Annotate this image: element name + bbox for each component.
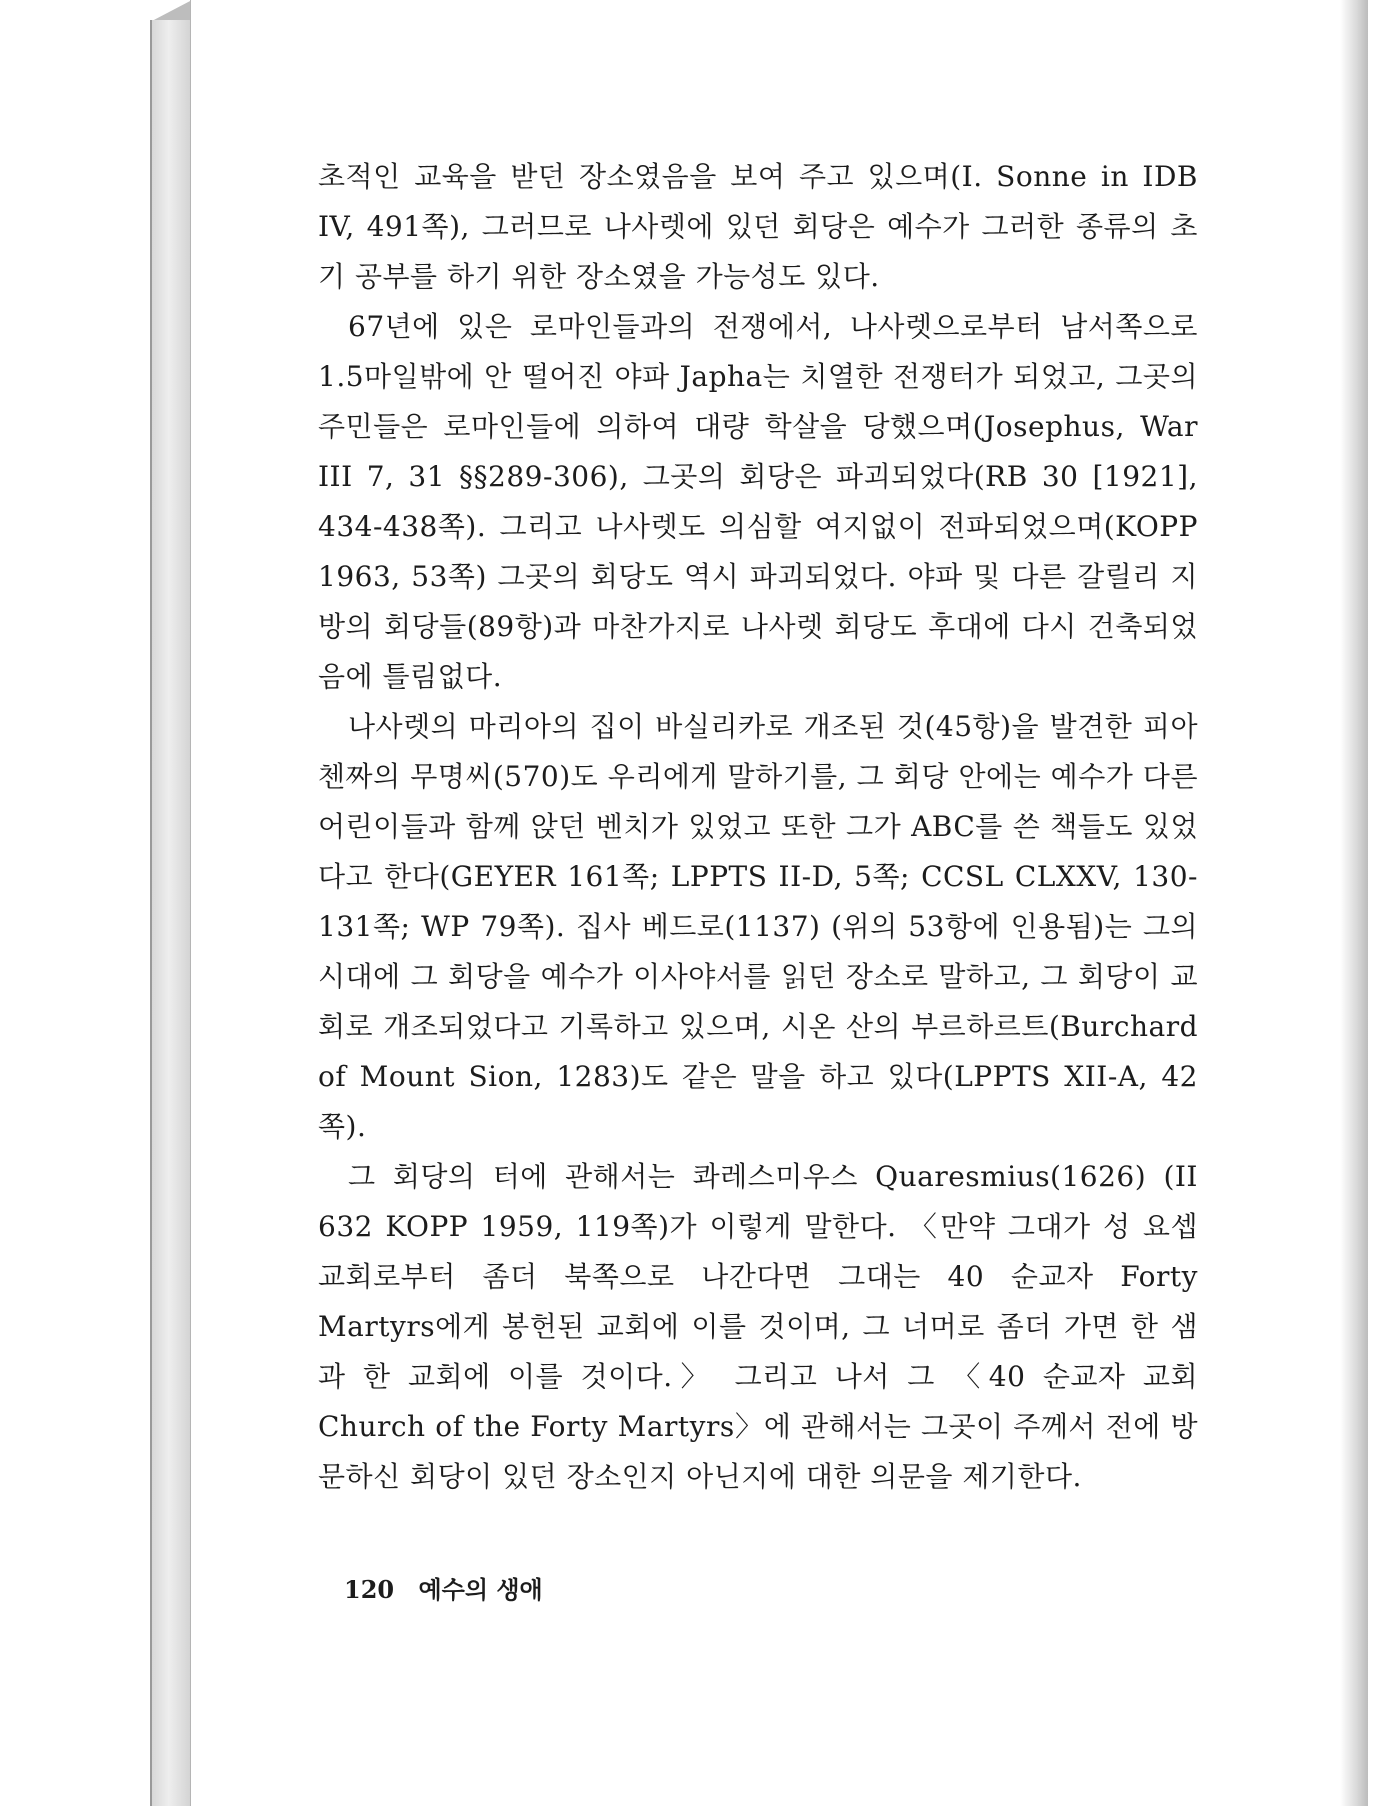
book-edge-top	[150, 0, 192, 22]
page-right-shadow	[1340, 0, 1368, 1806]
paragraph-3: 나사렛의 마리아의 집이 바실리카로 개조된 것(45항)을 발견한 피아첸짜의 무명씨(570)도 우리에게 말하기를, 그 회당 안에는 예수가 다른 어린이들과 함께 앉던 벤치가 있었고 또한 그가 ABC를 쓴 책들도 있었다고 한다(GEYER 161쪽; LPPTS II-D, 5쪽; CCSL CLXXV, 130-131쪽; WP 79쪽). 집사 베드로(1137) (위의 53항에 인용됨)는 그의 시대에 그 회당을 예수가 이사야서를 읽던 장소로 말하고, 그 회당이 교회로 개조되었다고 기록하고 있으며, 시온 산의 부르하르트(Burchard of Mount Sion, 1283)도 같은 말을 하고 있다(LPPTS XII-A, 42쪽).	[318, 710, 1198, 1143]
page-number: 120	[344, 1575, 395, 1604]
body-text	[318, 152, 1198, 1502]
running-title: 예수의 생애	[418, 1575, 543, 1604]
paragraph-1: 초적인 교육을 받던 장소였음을 보여 주고 있으며(I. Sonne in IDB IV, 491쪽), 그러므로 나사렛에 있던 회당은 예수가 그러한 종류의 초기 공부를 하기 위한 장소였을 가능성도 있다.	[318, 160, 1198, 293]
page-footer	[344, 1570, 543, 1605]
paragraph-2: 67년에 있은 로마인들과의 전쟁에서, 나사렛으로부터 남서쪽으로 1.5마일밖에 안 떨어진 야파 Japha는 치열한 전쟁터가 되었고, 그곳의 주민들은 로마인들에 의하여 대량 학살을 당했으며(Josephus, War III 7, 31 §§289-306), 그곳의 회당은 파괴되었다(RB 30 [1921], 434-438쪽). 그리고 나사렛도 의심할 여지없이 전파되었으며(KOPP 1963, 53쪽) 그곳의 회당도 역시 파괴되었다. 야파 및 다른 갈릴리 지방의 회당들(89항)과 마찬가지로 나사렛 회당도 후대에 다시 건축되었음에 틀림없다.	[318, 310, 1198, 693]
paragraph-4: 그 회당의 터에 관해서는 콰레스미우스 Quaresmius(1626) (II 632 KOPP 1959, 119쪽)가 이렇게 말한다. 〈만약 그대가 성 요셉 교회로부터 좀더 북쪽으로 나간다면 그대는 40 순교자 Forty Martyrs에게 봉헌된 교회에 이를 것이며, 그 너머로 좀더 가면 한 샘과 한 교회에 이를 것이다.〉 그리고 나서 그 〈40 순교자 교회 Church of the Forty Martyrs〉에 관해서는 그곳이 주께서 전에 방문하신 회당이 있던 장소인지 아닌지에 대한 의문을 제기한다.	[318, 1160, 1198, 1493]
book-spine-edge	[150, 20, 194, 1806]
